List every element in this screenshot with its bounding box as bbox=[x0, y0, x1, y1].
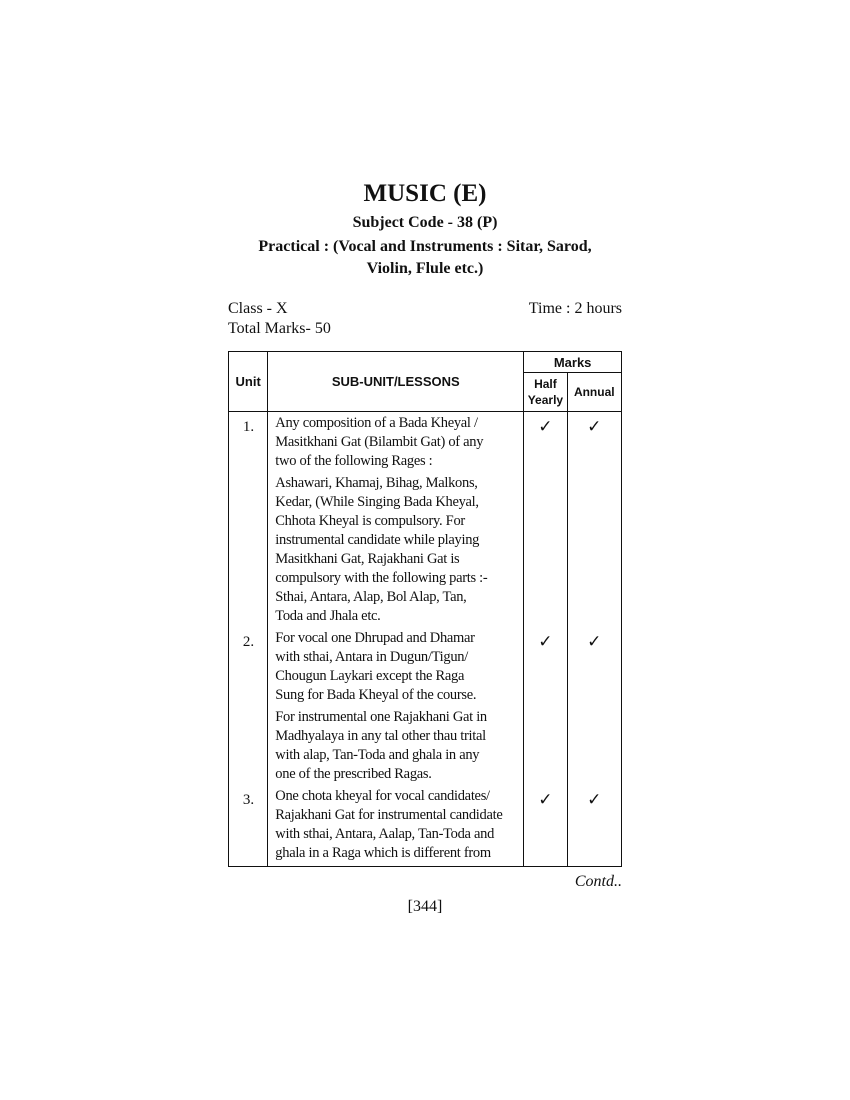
lesson-line: Masitkhani Gat (Bilambit Gat) of any bbox=[275, 434, 484, 450]
header-unit: Unit bbox=[229, 352, 268, 412]
lesson-line: Chhota Kheyal is compulsory. For bbox=[275, 513, 465, 529]
unit-number: 3. bbox=[242, 791, 255, 808]
lesson-line: Toda and Jhala etc. bbox=[275, 608, 381, 624]
lesson-line: ghala in a Raga which is different from bbox=[275, 845, 491, 861]
practical-line-1: Practical : (Vocal and Instruments : Sitar, Sarod, bbox=[258, 238, 592, 255]
lesson-line: with sthai, Antara, Aalap, Tan-Toda and bbox=[275, 826, 495, 842]
lesson-paragraph bbox=[275, 708, 521, 784]
lesson-line: For instrumental one Rajakhani Gat in bbox=[275, 709, 487, 725]
lesson-paragraph bbox=[275, 629, 521, 705]
practical-line-2: Violin, Flule etc.) bbox=[366, 260, 484, 277]
lesson-line: Masitkhani Gat, Rajakhani Gat is bbox=[275, 551, 460, 567]
lesson-line: Madhyalaya in any tal other thau trital bbox=[275, 728, 486, 744]
page-number: [344] bbox=[407, 898, 443, 915]
lesson-line: Sung for Bada Kheyal of the course. bbox=[275, 687, 477, 703]
lesson-paragraph bbox=[275, 474, 521, 626]
lesson-line: with alap, Tan-Toda and ghala in any bbox=[275, 747, 480, 763]
lesson-line: two of the following Rages : bbox=[275, 453, 433, 469]
total-marks-label: Total Marks- 50 bbox=[228, 320, 331, 337]
header-annual: Annual bbox=[567, 373, 621, 412]
lesson-line: Rajakhani Gat for instrumental candidate bbox=[275, 807, 503, 823]
lesson-line: instrumental candidate while playing bbox=[275, 532, 480, 548]
subject-code: Subject Code - 38 (P) bbox=[352, 214, 498, 231]
lesson-line: one of the prescribed Ragas. bbox=[275, 766, 432, 782]
annual-column bbox=[567, 412, 621, 867]
lesson-line: One chota kheyal for vocal candidates/ bbox=[275, 788, 490, 804]
checkmark-icon: ✓ bbox=[587, 789, 602, 810]
header-marks: Marks bbox=[524, 352, 622, 373]
header-half-yearly bbox=[524, 373, 567, 412]
lesson-line: compulsory with the following parts :- bbox=[275, 570, 488, 586]
lesson-line: with sthai, Antara in Dugun/Tigun/ bbox=[275, 649, 468, 665]
syllabus-table bbox=[228, 351, 622, 867]
lesson-line: Chougun Laykari except the Raga bbox=[275, 668, 465, 684]
document-title: MUSIC (E) bbox=[363, 180, 487, 207]
checkmark-icon: ✓ bbox=[538, 416, 553, 437]
practical-heading bbox=[0, 236, 850, 280]
lesson-paragraph bbox=[275, 787, 521, 863]
class-label: Class - X bbox=[228, 300, 288, 317]
lesson-paragraph bbox=[275, 414, 521, 471]
continued-note: Contd.. bbox=[574, 873, 622, 890]
checkmark-icon: ✓ bbox=[538, 631, 553, 652]
unit-column bbox=[229, 412, 268, 867]
lesson-line: Ashawari, Khamaj, Bihag, Malkons, bbox=[275, 475, 478, 491]
checkmark-icon: ✓ bbox=[538, 789, 553, 810]
lesson-line: Any composition of a Bada Kheyal / bbox=[275, 415, 478, 431]
lesson-line: Kedar, (While Singing Bada Kheyal, bbox=[275, 494, 479, 510]
checkmark-icon: ✓ bbox=[587, 416, 602, 437]
time-label: Time : 2 hours bbox=[528, 300, 622, 317]
header-sub-unit: SUB-UNIT/LESSONS bbox=[268, 352, 524, 412]
header-half-yearly-line-2: Yearly bbox=[527, 393, 564, 407]
half-yearly-column bbox=[524, 412, 567, 867]
lesson-line: For vocal one Dhrupad and Dhamar bbox=[275, 630, 475, 646]
lesson-line: Sthai, Antara, Alap, Bol Alap, Tan, bbox=[275, 589, 467, 605]
sub-unit-column bbox=[268, 412, 524, 867]
checkmark-icon: ✓ bbox=[587, 631, 602, 652]
unit-number: 2. bbox=[242, 633, 255, 650]
unit-number: 1. bbox=[242, 418, 255, 435]
header-half-yearly-line-1: Half bbox=[534, 377, 557, 391]
